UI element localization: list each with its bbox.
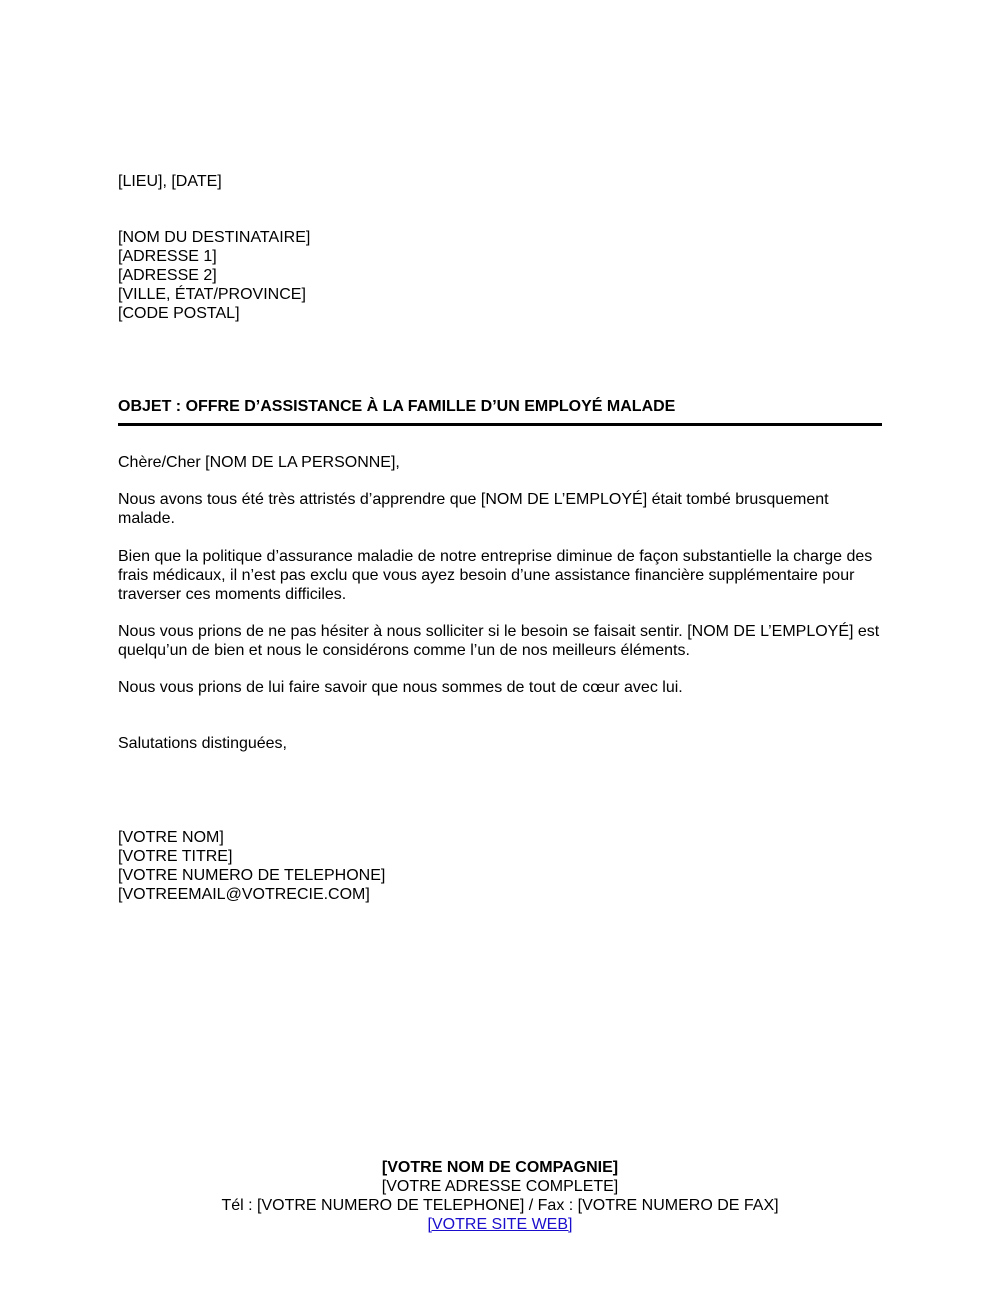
- body-paragraph-2: Bien que la politique d’assurance maladie de notre entreprise diminue de façon substantielle la charge des frais médicaux, il n’est pas exclu que vous ayez besoin d’une assistance financière supplémentaire pour traverser ces moments difficiles.: [118, 548, 873, 603]
- website-link[interactable]: [VOTRE SITE WEB]: [427, 1216, 573, 1233]
- salutation: Chère/Cher [NOM DE LA PERSONNE],: [118, 454, 400, 471]
- signature-name: [VOTRE NOM]: [118, 829, 224, 846]
- signature-phone: [VOTRE NUMERO DE TELEPHONE]: [118, 867, 386, 884]
- body-paragraph-4: Nous vous prions de lui faire savoir que nous sommes de tout de cœur avec lui.: [118, 679, 683, 696]
- footer-address: [VOTRE ADRESSE COMPLETE]: [381, 1178, 619, 1195]
- recipient-name: [NOM DU DESTINATAIRE]: [118, 229, 311, 246]
- recipient-city-state: [VILLE, ÉTAT/PROVINCE]: [118, 286, 306, 303]
- recipient-postal-code: [CODE POSTAL]: [118, 305, 240, 322]
- recipient-address2: [ADRESSE 2]: [118, 267, 217, 284]
- body-paragraph-1: Nous avons tous été très attristés d’apprendre que [NOM DE L’EMPLOYÉ] était tombé brusquement malade.: [118, 491, 829, 527]
- place-date: [LIEU], [DATE]: [118, 173, 222, 190]
- closing: Salutations distinguées,: [118, 735, 287, 752]
- recipient-address1: [ADRESSE 1]: [118, 248, 217, 265]
- subject-line: OBJET : OFFRE D’ASSISTANCE À LA FAMILLE D’UN EMPLOYÉ MALADE: [118, 398, 676, 415]
- body-paragraph-3: Nous vous prions de ne pas hésiter à nous solliciter si le besoin se faisait sentir. [NOM DE L’EMPLOYÉ] est quelqu’un de bien et nous le considérons comme l’un de nos meilleurs éléments.: [118, 623, 880, 659]
- footer-website-row: [0, 1215, 1000, 1234]
- signature-email: [VOTREEMAIL@VOTRECIE.COM]: [118, 886, 370, 903]
- subject-divider: [118, 423, 882, 426]
- signature-title: [VOTRE TITRE]: [118, 848, 233, 865]
- footer-company: [VOTRE NOM DE COMPAGNIE]: [381, 1159, 619, 1176]
- footer-contact: Tél : [VOTRE NUMERO DE TELEPHONE] / Fax : [VOTRE NUMERO DE FAX]: [221, 1197, 779, 1214]
